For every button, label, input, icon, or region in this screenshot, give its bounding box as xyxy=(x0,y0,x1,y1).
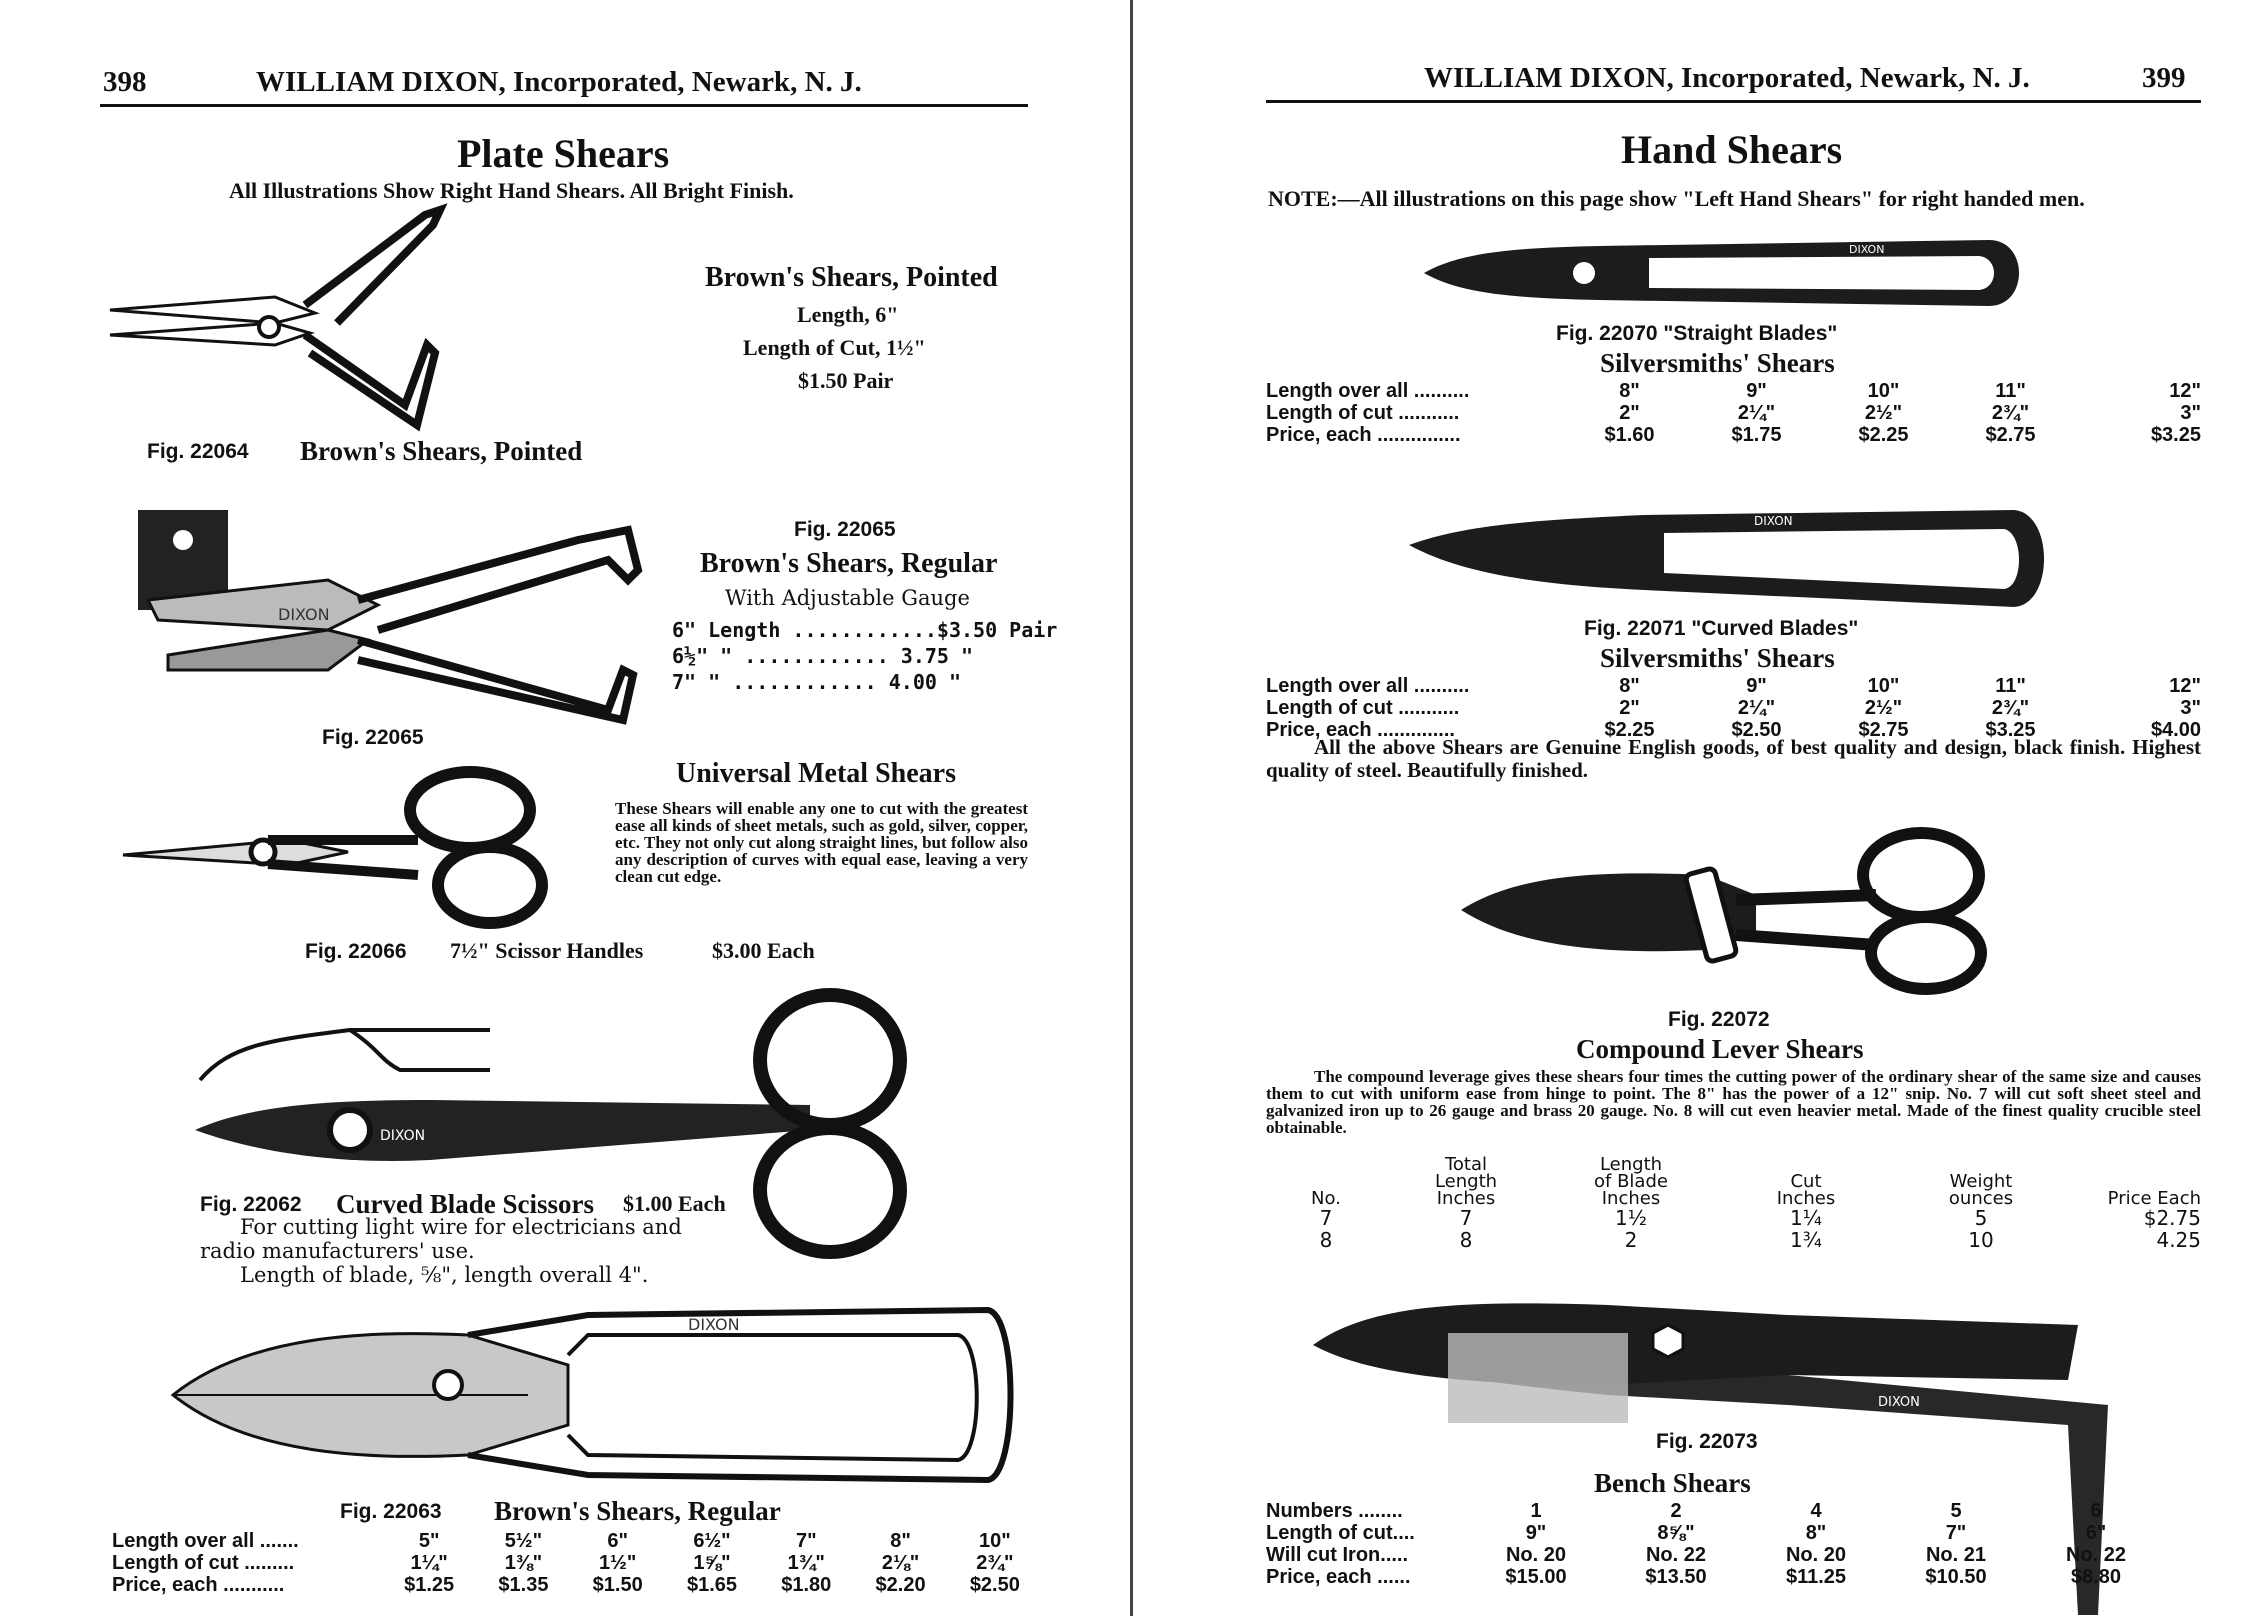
cell: 5" xyxy=(418,1530,440,1552)
brand-mark: DIXON xyxy=(1878,1395,1920,1410)
cell: 8" xyxy=(1619,675,1640,697)
cell: 10 xyxy=(1968,1228,1994,1252)
gauge-price-row-1: 6" Length ............$3.50 Pair xyxy=(672,618,1058,642)
col-header: No. xyxy=(1311,1188,1341,1209)
cell: 2¾" xyxy=(1991,402,2030,424)
curved-scissors-price: $1.00 Each xyxy=(623,1191,726,1216)
cell: 7 xyxy=(1319,1206,1333,1230)
browns-regular-shears-illustration xyxy=(168,1295,1028,1495)
cell: 10" xyxy=(1867,675,1900,697)
cell: $13.50 xyxy=(1645,1566,1707,1588)
col-header: Cut Inches xyxy=(1776,1171,1836,1209)
compound-lever-name: Compound Lever Shears xyxy=(1576,1034,1864,1064)
silversmiths-curved-shears-illustration xyxy=(1404,495,2064,615)
browns-regular-gauge-shears-illustration xyxy=(128,500,648,730)
cell: 2⅛" xyxy=(881,1552,920,1574)
cell: 2 xyxy=(1624,1228,1638,1252)
cell: 10" xyxy=(978,1530,1011,1552)
cell: 8 xyxy=(1459,1228,1473,1252)
cell: $2.20 xyxy=(875,1574,926,1596)
cell: $2.75 xyxy=(2143,1206,2201,1230)
cell: 2¼" xyxy=(1737,697,1776,719)
silversmiths-straight-shears-illustration xyxy=(1419,228,2039,318)
compound-lever-shears-illustration xyxy=(1456,825,1996,995)
cell: $2.50 xyxy=(969,1574,1020,1596)
cell: 8" xyxy=(890,1530,911,1552)
fig-22064: Fig. 22064 xyxy=(147,440,249,463)
fig-22062: Fig. 22062 xyxy=(200,1193,302,1216)
browns-pointed-price: $1.50 Pair xyxy=(798,368,894,393)
cell: $1.80 xyxy=(781,1574,832,1596)
cell: 3" xyxy=(2180,697,2201,719)
cell: 2¾" xyxy=(976,1552,1014,1574)
cell: 7" xyxy=(795,1530,817,1552)
cell: 1¾" xyxy=(787,1552,825,1574)
cell: 6½" xyxy=(693,1530,731,1552)
cell: 4.25 xyxy=(2156,1228,2201,1252)
cell: 5 xyxy=(1950,1500,1962,1522)
curved-scissors-line-1: For cutting light wire for electricians and xyxy=(240,1215,682,1239)
cell: 8 xyxy=(1319,1228,1333,1252)
cell: 6" xyxy=(2085,1522,2107,1544)
universal-description: These Shears will enable any one to cut with the greatest ease all kinds of sheet metals, such as gold, silver, copper, etc. They not only cut along straight lines, but follow also any description of curves with equal ease, leaving a very clean cut edge. xyxy=(615,799,1028,886)
cell: 1½" xyxy=(599,1552,637,1574)
universal-price: $3.00 Each xyxy=(712,938,815,963)
cell: 2¼" xyxy=(1737,402,1776,424)
cell: 8" xyxy=(1619,380,1640,402)
row-label-length: Length over all ....... xyxy=(112,1530,299,1552)
page-title: Hand Shears xyxy=(1621,127,1843,172)
browns-regular-name: Brown's Shears, Regular xyxy=(494,1496,781,1526)
cell: 2 xyxy=(1670,1500,1682,1522)
col-header: Length of Blade Inches xyxy=(1594,1154,1668,1209)
cell: 6 xyxy=(2090,1500,2102,1522)
browns-pointed-cut: Length of Cut, 1½" xyxy=(743,335,926,360)
cell: 4 xyxy=(1810,1500,1822,1522)
page-number: 399 xyxy=(2142,62,2186,94)
row-label: Length of cut.... xyxy=(1266,1522,1415,1544)
cell: $8.80 xyxy=(2070,1566,2122,1588)
row-label: Numbers ........ xyxy=(1266,1500,1403,1522)
row-label: Price, each .............. xyxy=(1266,719,1455,741)
cell: 6" xyxy=(607,1530,628,1552)
compound-lever-description: The compound leverage gives these shears four times the cutting power of the ordinary shear of the same size and causes them to cut with uniform ease from hinge to point. The 8" has the power of a 12" snip. No. 7 will cut soft sheet steel and galvanized iron up to 26 gauge and brass 20 gauge. No. 8 will cut even heavier metal. Made of the finest quality crucible steel obtainable. xyxy=(1266,1067,2201,1137)
cell: No. 22 xyxy=(1645,1544,1707,1566)
fig-22065: Fig. 22065 xyxy=(322,726,424,749)
fig-22071: Fig. 22071 "Curved Blades" xyxy=(1584,617,1859,640)
fig-22063: Fig. 22063 xyxy=(340,1500,442,1523)
cell: 2½" xyxy=(1864,402,1903,424)
browns-regular-gauge-name: Brown's Shears, Regular xyxy=(700,548,998,579)
page-number: 398 xyxy=(103,66,147,98)
universal-name: Universal Metal Shears xyxy=(676,758,956,789)
curved-scissors-line-2: radio manufacturers' use. xyxy=(200,1239,475,1263)
cell: 3" xyxy=(2180,402,2201,424)
col-header: Weight ounces xyxy=(1948,1171,2014,1209)
row-label: Length of cut ........... xyxy=(1266,402,1460,424)
cell: 1¼" xyxy=(410,1552,448,1574)
silversmiths-straight-name: Silversmiths' Shears xyxy=(1600,348,1835,378)
bench-shears-price-table xyxy=(1266,1500,2166,1588)
fig-22066: Fig. 22066 xyxy=(305,940,407,963)
cell: 1¼ xyxy=(1789,1206,1823,1230)
browns-regular-price-table xyxy=(112,1530,1042,1596)
silversmiths-straight-price-table xyxy=(1266,380,2201,446)
row-label: Will cut Iron..... xyxy=(1266,1544,1409,1566)
brand-mark: DIXON xyxy=(380,1128,426,1144)
fig-22073: Fig. 22073 xyxy=(1656,1430,1758,1453)
cell: 10" xyxy=(1867,380,1900,402)
cell: $1.25 xyxy=(404,1574,455,1596)
cell: 1¾ xyxy=(1789,1228,1823,1252)
adjustable-gauge-note: With Adjustable Gauge xyxy=(725,586,970,610)
page-note: NOTE:—All illustrations on this page show "Left Hand Shears" for right handed men. xyxy=(1268,186,2085,211)
gauge-price-row-2: 6½" " ............ 3.75 " xyxy=(672,644,974,668)
bench-shears-name: Bench Shears xyxy=(1594,1468,1751,1498)
browns-pointed-shears-illustration xyxy=(105,205,445,435)
silversmiths-curved-name: Silversmiths' Shears xyxy=(1600,643,1835,673)
cell: No. 22 xyxy=(2065,1544,2127,1566)
cell: 2" xyxy=(1619,697,1640,719)
cell: $3.25 xyxy=(1985,719,2036,741)
universal-metal-shears-illustration xyxy=(118,760,578,930)
cell: $2.75 xyxy=(1985,424,2036,446)
fig-22072: Fig. 22072 xyxy=(1668,1008,1770,1031)
cell: $3.25 xyxy=(2150,424,2201,446)
cell: 2½" xyxy=(1864,697,1903,719)
silversmiths-curved-price-table xyxy=(1266,675,2201,741)
cell: 5 xyxy=(1974,1206,1988,1230)
cell: $2.25 xyxy=(1604,719,1655,741)
cell: $10.50 xyxy=(1925,1566,1987,1588)
cell: 12" xyxy=(2169,675,2201,697)
cell: 8" xyxy=(1805,1522,1827,1544)
cell: 7" xyxy=(1945,1522,1967,1544)
cell: $2.50 xyxy=(1731,719,1782,741)
row-label: Price, each ...... xyxy=(1266,1566,1411,1588)
cell: 12" xyxy=(2169,380,2201,402)
browns-pointed-length: Length, 6" xyxy=(797,302,899,327)
cell: $2.75 xyxy=(1858,719,1909,741)
cell: 1⅝" xyxy=(693,1552,731,1574)
cell: $15.00 xyxy=(1505,1566,1567,1588)
cell: No. 21 xyxy=(1925,1544,1987,1566)
cell: 7 xyxy=(1459,1206,1473,1230)
right-page xyxy=(1136,0,2242,1616)
gauge-price-row-3: 7" " ............ 4.00 " xyxy=(672,670,961,694)
cell: No. 20 xyxy=(1785,1544,1847,1566)
cell: $4.00 xyxy=(2150,719,2201,741)
cell: 11" xyxy=(1995,675,2026,697)
compound-lever-table xyxy=(1266,1156,2201,1251)
browns-pointed-name: Brown's Shears, Pointed xyxy=(705,262,998,293)
row-label: Length over all .......... xyxy=(1266,380,1470,402)
english-goods-note: All the above Shears are Genuine English goods, of best quality and design, black finish. Highest quality of steel. Beautifully finished. xyxy=(1266,735,2201,782)
page-title: Plate Shears xyxy=(457,131,670,176)
header-rule xyxy=(100,104,1028,107)
cell: 9" xyxy=(1746,675,1767,697)
cell: 1½ xyxy=(1614,1206,1648,1230)
fig-22070: Fig. 22070 "Straight Blades" xyxy=(1556,322,1838,345)
row-label: Length of cut ........... xyxy=(1266,697,1460,719)
cell: $2.25 xyxy=(1858,424,1909,446)
running-head: WILLIAM DIXON, Incorporated, Newark, N. J. xyxy=(1424,62,2030,94)
brand-mark: DIXON xyxy=(278,605,330,624)
cell: 8⅝" xyxy=(1657,1522,1695,1544)
brand-mark: DIXON xyxy=(688,1315,740,1334)
cell: 2" xyxy=(1619,402,1640,424)
cell: 2¾" xyxy=(1991,697,2030,719)
row-label: Price, each ............... xyxy=(1266,424,1461,446)
cell: 1 xyxy=(1530,1500,1542,1522)
scissor-handles: 7½" Scissor Handles xyxy=(450,938,644,963)
cell: $1.65 xyxy=(686,1574,738,1596)
brand-mark: DIXON xyxy=(1849,243,1885,256)
cell: 11" xyxy=(1995,380,2026,402)
cell: $11.25 xyxy=(1785,1566,1847,1588)
cell: 9" xyxy=(1746,380,1767,402)
curved-scissors-name: Curved Blade Scissors xyxy=(336,1189,595,1219)
cell: $1.60 xyxy=(1604,424,1655,446)
cell: $1.35 xyxy=(498,1574,549,1596)
cell: 1⅜" xyxy=(504,1552,543,1574)
cell: 9" xyxy=(1525,1522,1547,1544)
gutter xyxy=(1130,0,1133,1616)
col-header: Price Each xyxy=(2107,1188,2201,1209)
cell: $1.75 xyxy=(1731,424,1782,446)
curved-scissors-line-3: Length of blade, ⅝", length overall 4". xyxy=(240,1263,649,1287)
header-rule xyxy=(1266,100,2201,103)
row-label-price: Price, each ........... xyxy=(112,1574,285,1596)
cell: $1.50 xyxy=(592,1574,643,1596)
page-subtitle: All Illustrations Show Right Hand Shears. All Bright Finish. xyxy=(229,178,794,203)
cell: No. 20 xyxy=(1505,1544,1567,1566)
cell: 5½" xyxy=(504,1530,543,1552)
browns-pointed-caption: Brown's Shears, Pointed xyxy=(300,436,583,466)
running-head: WILLIAM DIXON, Incorporated, Newark, N. J. xyxy=(256,66,862,98)
brand-mark: DIXON xyxy=(1754,514,1793,528)
col-header: Total Length Inches xyxy=(1434,1154,1498,1209)
row-label-cut: Length of cut ......... xyxy=(112,1552,295,1574)
row-label: Length over all .......... xyxy=(1266,675,1470,697)
fig-22065-top: Fig. 22065 xyxy=(794,518,896,541)
